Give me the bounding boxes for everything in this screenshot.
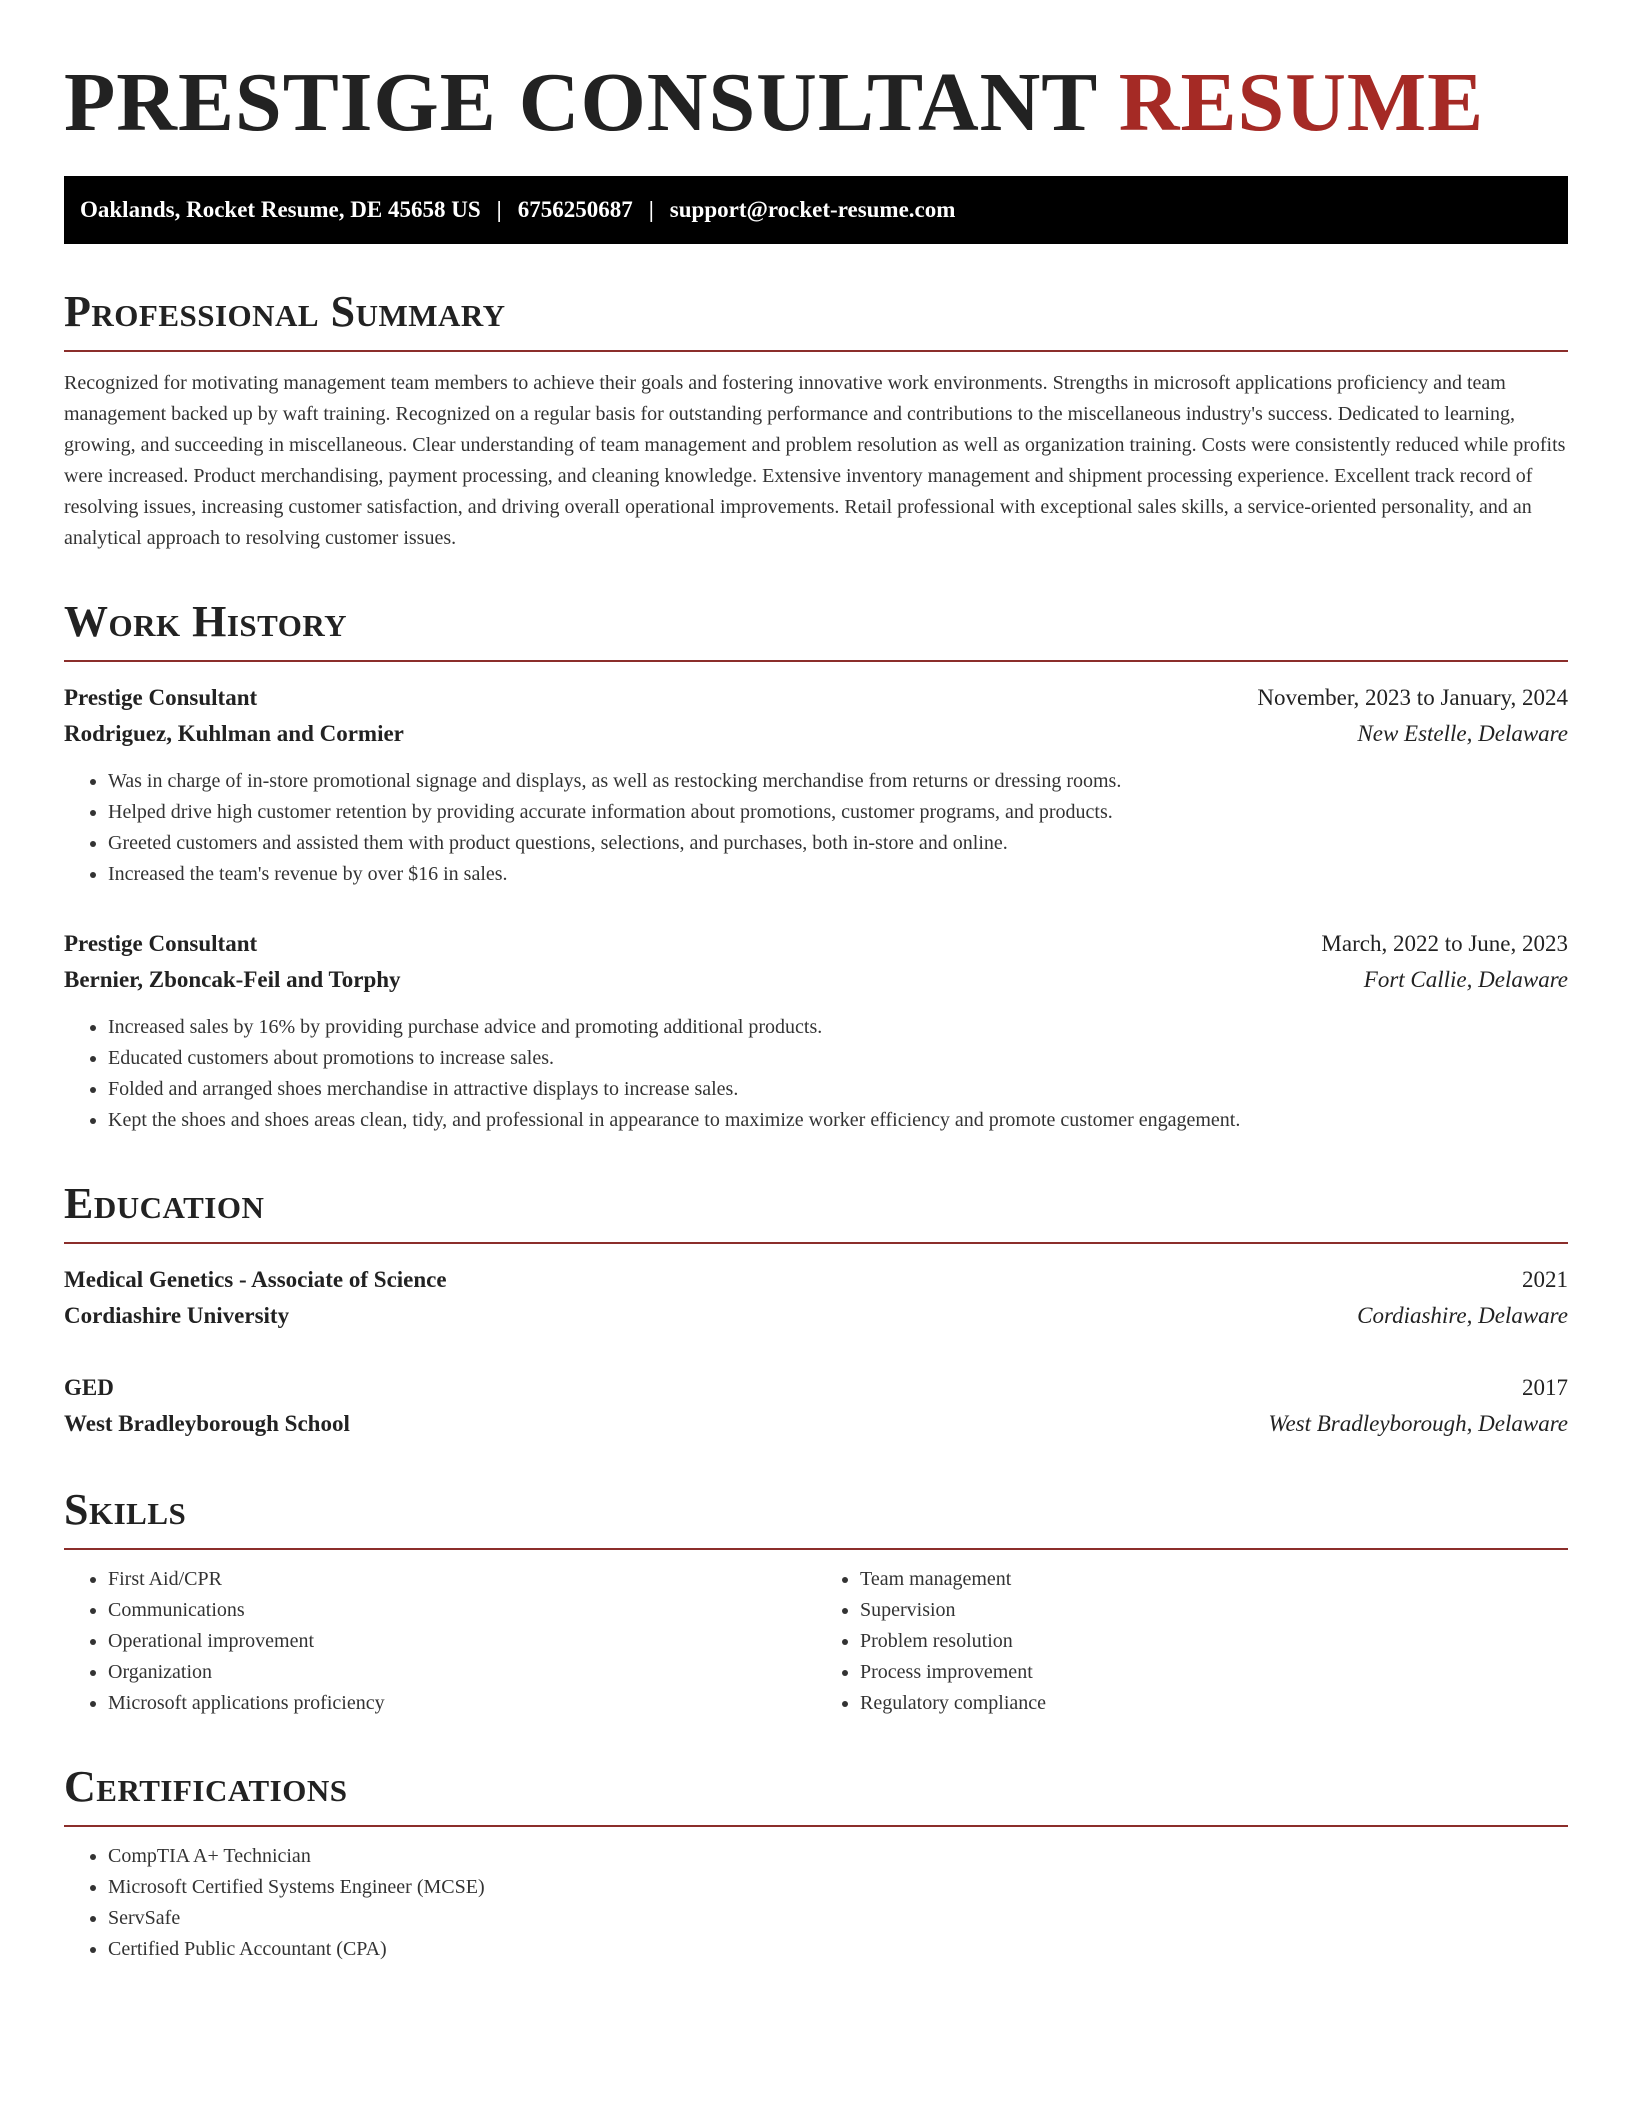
job-bullet: • Increased the team's revenue by over $16 in sales.	[108, 859, 1568, 890]
education-degree: Medical Genetics - Associate of Science	[64, 1267, 447, 1292]
education-location: Cordiashire, Delaware	[1357, 1303, 1568, 1328]
job-entry	[64, 926, 1568, 1136]
skill-item: • Organization	[108, 1657, 816, 1688]
contact-phone: 6756250687	[517, 197, 633, 222]
job-bullet: • Was in charge of in-store promotional signage and displays, as well as restocking merchandise from returns or dressing rooms.	[108, 766, 1568, 797]
resume-title	[64, 58, 1568, 148]
skill-item: • Regulatory compliance	[860, 1688, 1568, 1719]
section-heading-skills: Skills	[64, 1486, 1568, 1550]
job-bullet: • Folded and arranged shoes merchandise in attractive displays to increase sales.	[108, 1074, 1568, 1105]
certification-item: • CompTIA A+ Technician	[108, 1841, 1568, 1872]
job-bullet: • Greeted customers and assisted them with product questions, selections, and purchases, both in-store and online.	[108, 828, 1568, 859]
education-year: 2021	[1522, 1267, 1568, 1292]
title-main: PRESTIGE CONSULTANT	[64, 56, 1097, 149]
education-degree: GED	[64, 1375, 114, 1400]
skills-grid	[64, 1564, 1568, 1719]
section-heading-summary: Professional Summary	[64, 288, 1568, 352]
skill-item: • Problem resolution	[860, 1626, 1568, 1657]
skill-item: • Microsoft applications proficiency	[108, 1688, 816, 1719]
skill-item: • Communications	[108, 1595, 816, 1626]
education-year: 2017	[1522, 1375, 1568, 1400]
job-location: New Estelle, Delaware	[1357, 721, 1568, 746]
education-entry	[64, 1370, 1568, 1442]
job-bullet: • Increased sales by 16% by providing purchase advice and promoting additional products.	[108, 1012, 1568, 1043]
education-school: Cordiashire University	[64, 1303, 290, 1328]
job-location: Fort Callie, Delaware	[1363, 967, 1568, 992]
job-company: Bernier, Zboncak-Feil and Torphy	[64, 967, 401, 992]
job-bullet: • Helped drive high customer retention by providing accurate information about promotions, customer programs, and products.	[108, 797, 1568, 828]
certification-item: • Microsoft Certified Systems Engineer (MCSE)	[108, 1872, 1568, 1903]
skill-item: • Supervision	[860, 1595, 1568, 1626]
education-entry	[64, 1262, 1568, 1334]
education-school: West Bradleyborough School	[64, 1411, 350, 1436]
certification-item: • ServSafe	[108, 1903, 1568, 1934]
job-bullets	[64, 1012, 1568, 1136]
section-heading-education: Education	[64, 1180, 1568, 1244]
skills-list-left	[64, 1564, 816, 1719]
contact-separator: |	[496, 197, 502, 222]
skills-list-right	[816, 1564, 1568, 1719]
skill-item: • Process improvement	[860, 1657, 1568, 1688]
skill-item: • First Aid/CPR	[108, 1564, 816, 1595]
job-entry	[64, 680, 1568, 890]
contact-email[interactable]: support@rocket-resume.com	[669, 197, 956, 222]
summary-text: Recognized for motivating management team members to achieve their goals and fostering innovative work environments. Strengths in microsoft applications proficiency and team management backed up by waft training. Recognized on a regular basis for outstanding performance and contributions to the miscellaneous industry's success. Dedicated to learning, growing, and succeeding in miscellaneous. Clear understanding of team management and problem resolution as well as organization training. Costs were consistently reduced while profits were increased. Product merchandising, payment processing, and cleaning knowledge. Extensive inventory management and shipment processing experience. Excellent track record of resolving issues, increasing customer satisfaction, and driving overall operational improvements. Retail professional with exceptional sales skills, a service-oriented personality, and an analytical approach to resolving customer issues.	[64, 372, 1566, 549]
contact-separator: |	[648, 197, 654, 222]
job-bullet: • Educated customers about promotions to increase sales.	[108, 1043, 1568, 1074]
job-company: Rodriguez, Kuhlman and Cormier	[64, 721, 404, 746]
job-dates: November, 2023 to January, 2024	[1257, 685, 1568, 710]
certifications-list	[64, 1841, 1568, 1965]
section-heading-certifications: Certifications	[64, 1763, 1568, 1827]
certification-item: • Certified Public Accountant (CPA)	[108, 1934, 1568, 1965]
skill-item: • Team management	[860, 1564, 1568, 1595]
skill-item: • Operational improvement	[108, 1626, 816, 1657]
job-bullet: • Kept the shoes and shoes areas clean, tidy, and professional in appearance to maximize worker efficiency and promote customer engagement.	[108, 1105, 1568, 1136]
contact-bar	[64, 176, 1568, 244]
job-dates: March, 2022 to June, 2023	[1321, 931, 1568, 956]
education-location: West Bradleyborough, Delaware	[1268, 1411, 1568, 1436]
job-title: Prestige Consultant	[64, 931, 258, 956]
contact-address: Oaklands, Rocket Resume, DE 45658 US	[80, 197, 481, 222]
title-accent: RESUME	[1118, 56, 1485, 149]
job-title: Prestige Consultant	[64, 685, 258, 710]
job-bullets	[64, 766, 1568, 890]
section-heading-work-history: Work History	[64, 598, 1568, 662]
